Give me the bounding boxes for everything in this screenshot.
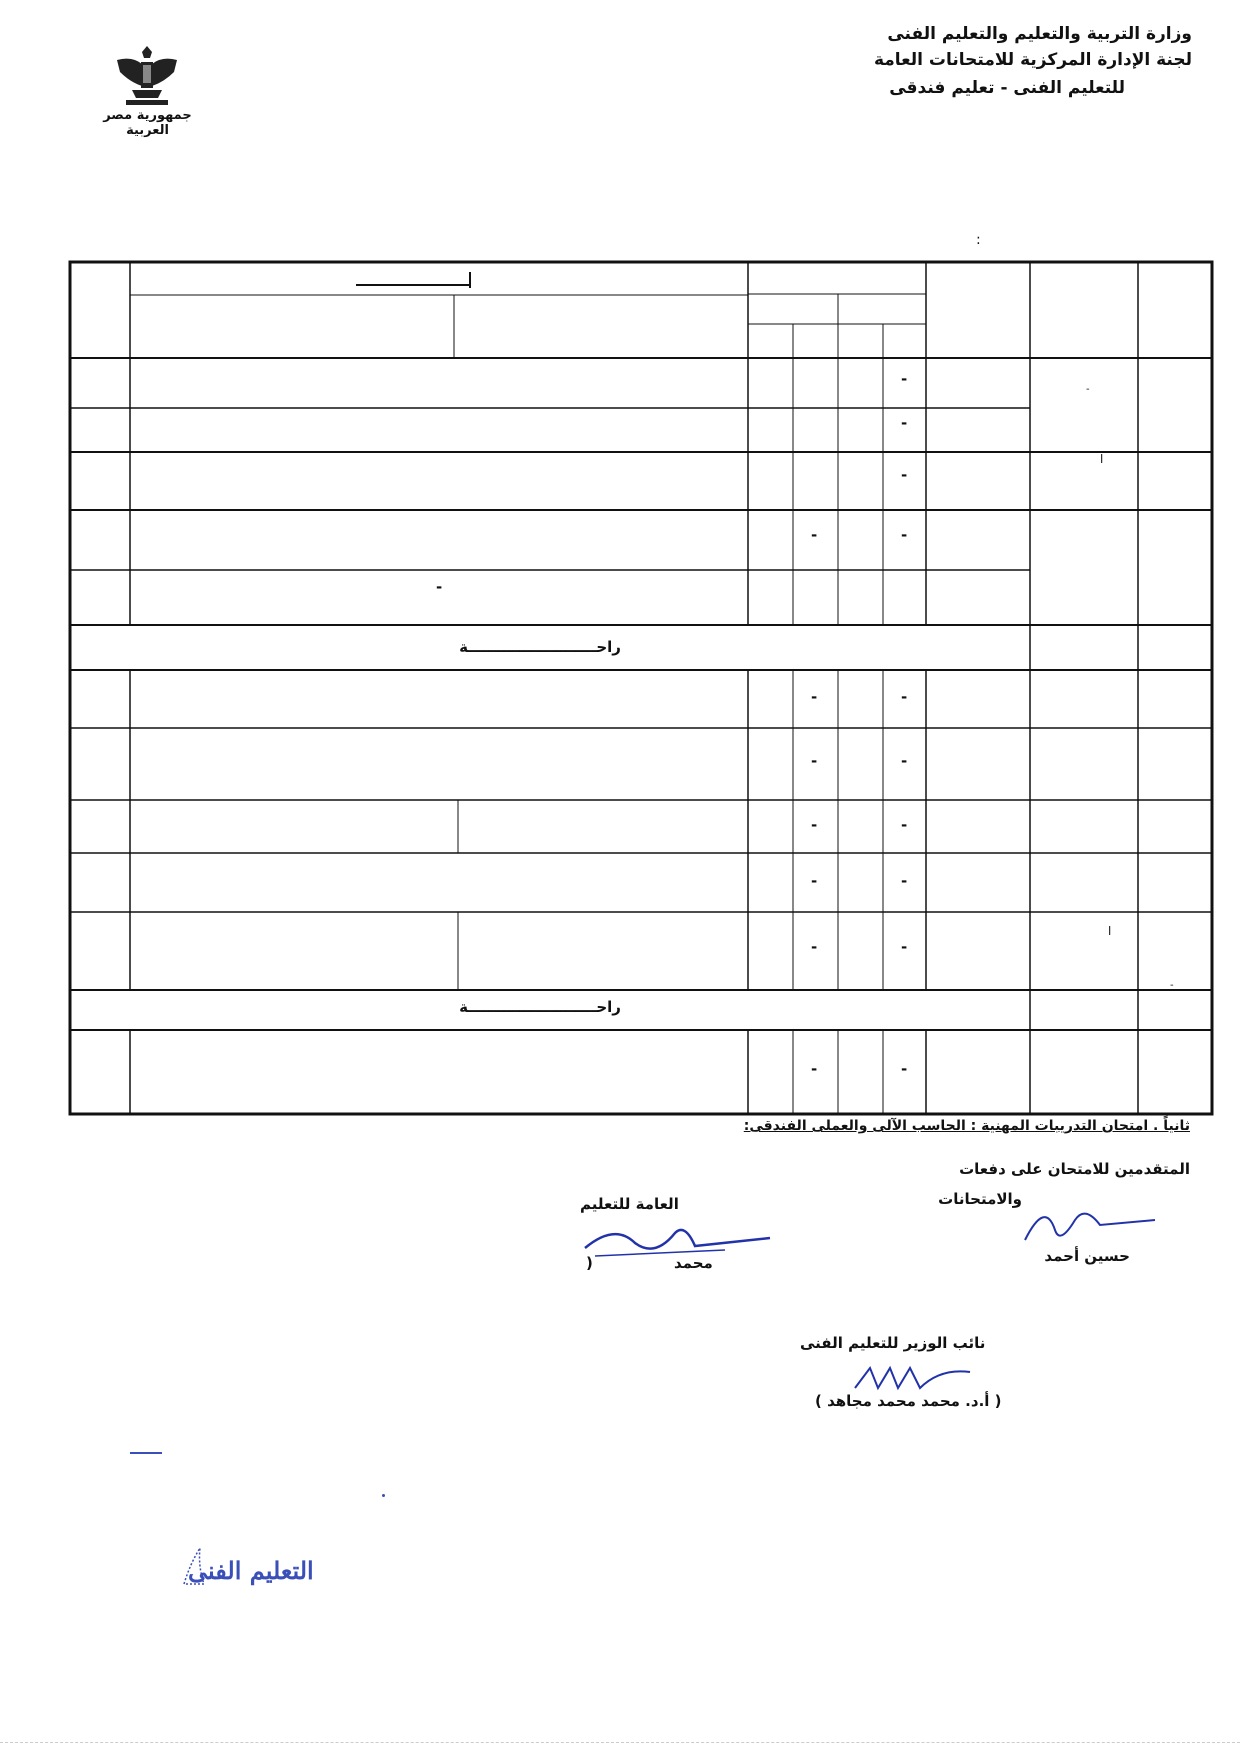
dash-mark: - [811, 872, 818, 890]
dash-mark: - [901, 938, 908, 956]
ministry-line-1: وزارة التربية والتعليم والتعليم الفنى [887, 24, 1192, 44]
deputy-title: نائب الوزير للتعليم الفنى [800, 1334, 986, 1352]
dash-mark: - [901, 370, 908, 388]
signature-center-paren: ) [586, 1254, 593, 1272]
blue-stamp: التعليم الفنى [188, 1556, 314, 1585]
stamp-flourish-icon [180, 1544, 206, 1588]
dash-mark: - [811, 526, 818, 544]
dash-mark: - [811, 688, 818, 706]
ministry-line-3: للتعليم الفنى - تعليم فندقى [889, 78, 1125, 98]
stamp-dot [382, 1494, 385, 1497]
dash-mark: - [901, 688, 908, 706]
dash-mark: - [436, 578, 443, 596]
signature-right-name: حسين أحمد [1044, 1247, 1130, 1265]
signature-right-subtitle: والامتحانات [938, 1190, 1022, 1208]
pen-stroke-mark [130, 1452, 162, 1454]
signature-right-title: المتقدمين للامتحان على دفعات [959, 1160, 1190, 1178]
dash-mark: - [811, 938, 818, 956]
dash-mark: - [901, 526, 908, 544]
dash-mark: - [811, 1060, 818, 1078]
break-row-2-label: راحـــــــــــــــــــــــــة [459, 998, 621, 1016]
section-note: ثانياً . امتحان التدريبات المهنية : الحاسب الآلى والعملى الفندقى: [743, 1118, 1190, 1134]
emblem-caption: جمهورية مصر العربية [103, 108, 192, 138]
stray-mark: - [1170, 980, 1174, 991]
dash-mark: - [901, 872, 908, 890]
stray-mark: ا [1108, 924, 1112, 938]
stray-mark: ا [1100, 452, 1104, 466]
dash-mark: - [811, 752, 818, 770]
ministry-line-2: لجنة الإدارة المركزية للامتحانات العامة [873, 50, 1192, 70]
dash-mark: - [901, 752, 908, 770]
break-row-1-label: راحـــــــــــــــــــــــــة [459, 638, 621, 656]
signature-center-title: العامة للتعليم [580, 1195, 679, 1213]
colon-mark: : [976, 232, 981, 248]
deputy-name: ( أ.د. محمد محمد مجاهد ) [815, 1392, 1002, 1410]
dash-mark: - [901, 466, 908, 484]
signature-center-name: محمد [674, 1254, 713, 1272]
dash-mark: - [901, 816, 908, 834]
stray-mark: - [1086, 384, 1090, 395]
page-edge-line [0, 1742, 1240, 1743]
signature-right-scribble-icon [1020, 1190, 1160, 1250]
dash-mark: - [901, 414, 908, 432]
dash-mark: - [811, 816, 818, 834]
dash-mark: - [901, 1060, 908, 1078]
